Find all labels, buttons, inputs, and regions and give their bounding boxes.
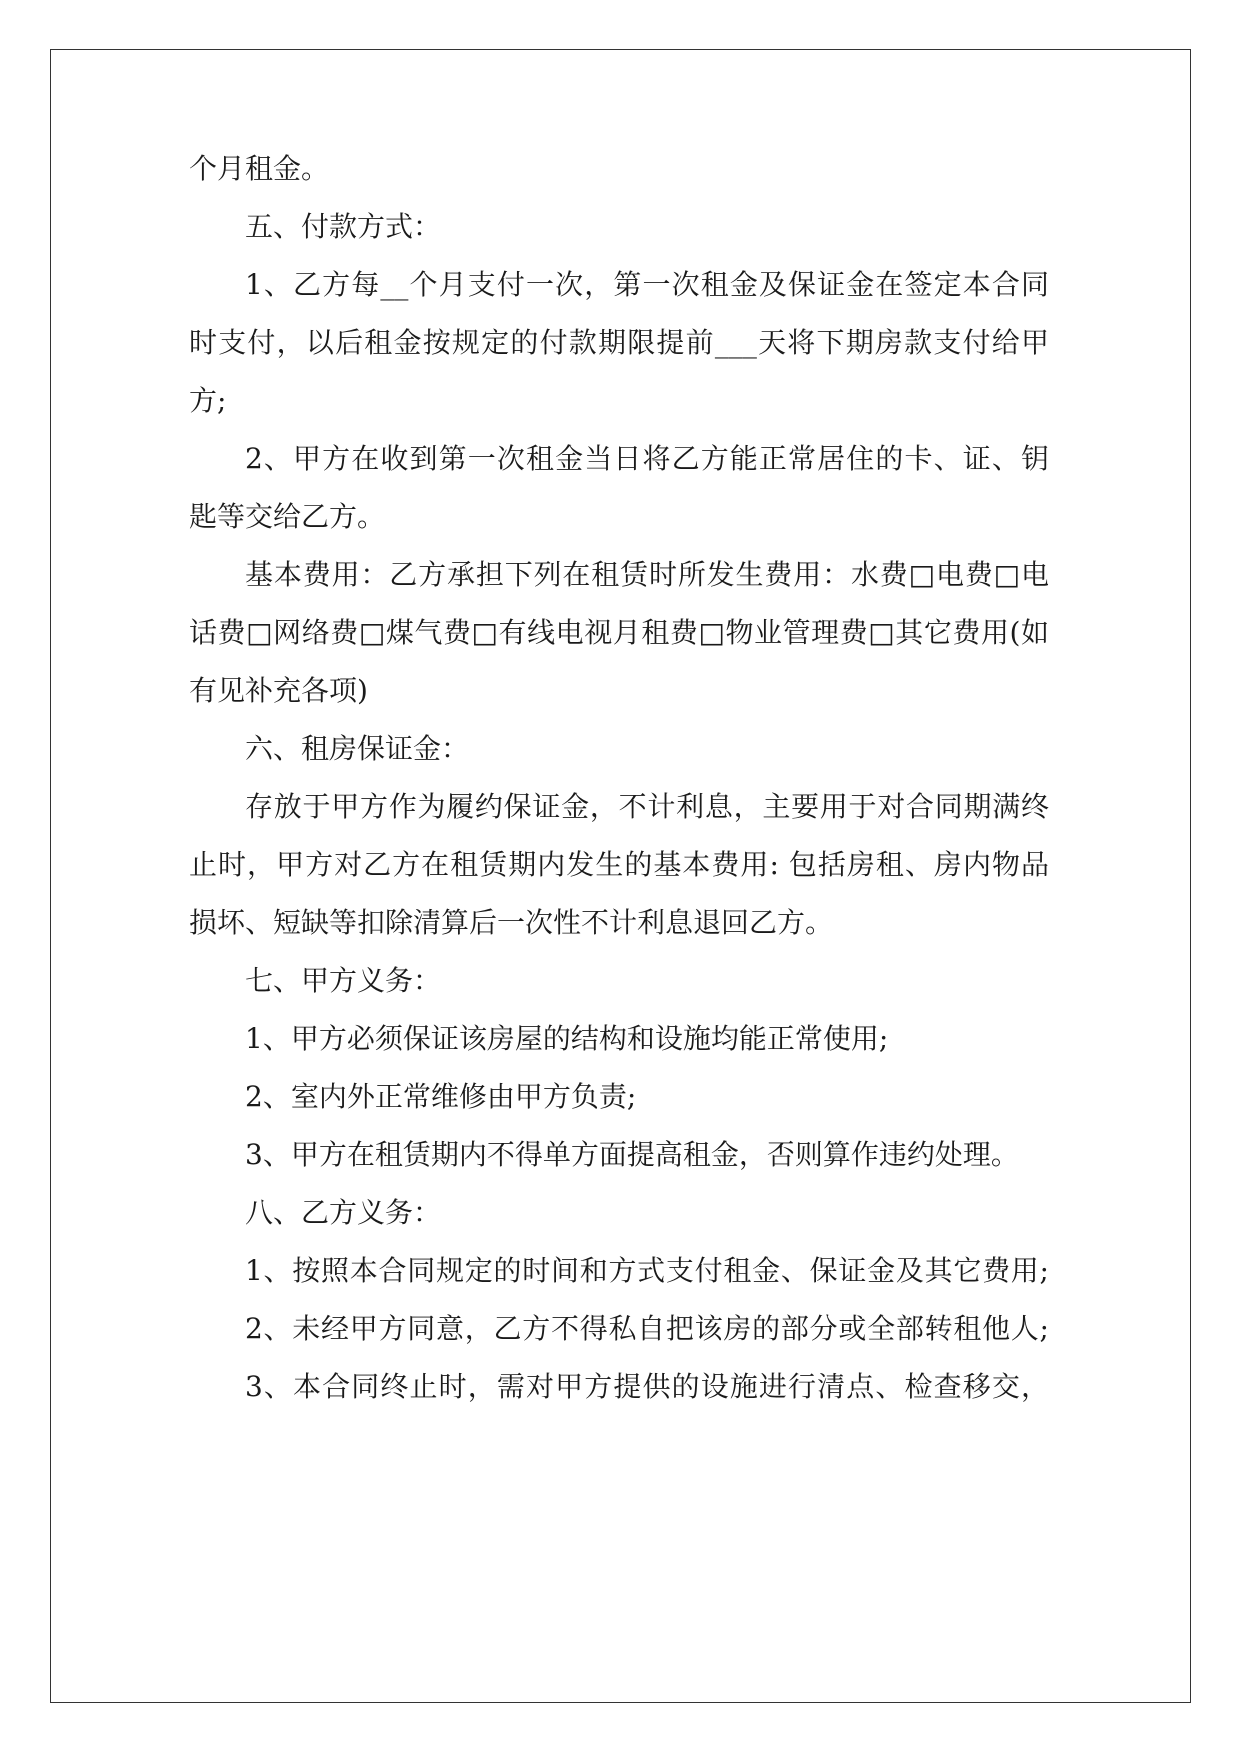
text-line: 方;: [189, 384, 227, 417]
text-line: 1、甲方必须保证该房屋的结构和设施均能正常使用;: [245, 1022, 889, 1055]
text-line: 基本费用：乙方承担下列在租赁时所发生费用：水费□电费□电: [245, 558, 1049, 591]
section-heading: 八、乙方义务：: [245, 1196, 442, 1229]
text-line: 2、未经甲方同意，乙方不得私自把该房的部分或全部转租他人;: [245, 1312, 1049, 1345]
text-line: 个月租金。: [189, 152, 330, 185]
text-line: 匙等交给乙方。: [189, 500, 386, 533]
section-heading: 七、甲方义务：: [245, 964, 442, 997]
text-line: 3、本合同终止时，需对甲方提供的设施进行清点、检查移交，: [245, 1370, 1049, 1403]
text-line: 1、按照本合同规定的时间和方式支付租金、保证金及其它费用;: [245, 1254, 1049, 1287]
text-line: 3、甲方在租赁期内不得单方面提高租金，否则算作违约处理。: [245, 1138, 1019, 1171]
text-line: 1、乙方每__个月支付一次，第一次租金及保证金在签定本合同: [245, 268, 1049, 301]
text-line: 2、室内外正常维修由甲方负责;: [245, 1080, 637, 1113]
text-line: 有见补充各项): [189, 674, 368, 707]
text-line: 话费□网络费□煤气费□有线电视月租费□物业管理费□其它费用(如: [189, 616, 1049, 649]
text-line: 止时，甲方对乙方在租赁期内发生的基本费用: 包括房租、房内物品: [189, 848, 1049, 881]
text-line: 2、甲方在收到第一次租金当日将乙方能正常居住的卡、证、钥: [245, 442, 1049, 475]
text-line: 时支付，以后租金按规定的付款期限提前___天将下期房款支付给甲: [189, 326, 1049, 359]
section-heading: 六、租房保证金：: [245, 732, 470, 765]
text-line: 损坏、短缺等扣除清算后一次性不计利息退回乙方。: [189, 906, 834, 939]
text-line: 存放于甲方作为履约保证金，不计利息，主要用于对合同期满终: [245, 790, 1049, 823]
section-heading: 五、付款方式：: [245, 210, 442, 243]
